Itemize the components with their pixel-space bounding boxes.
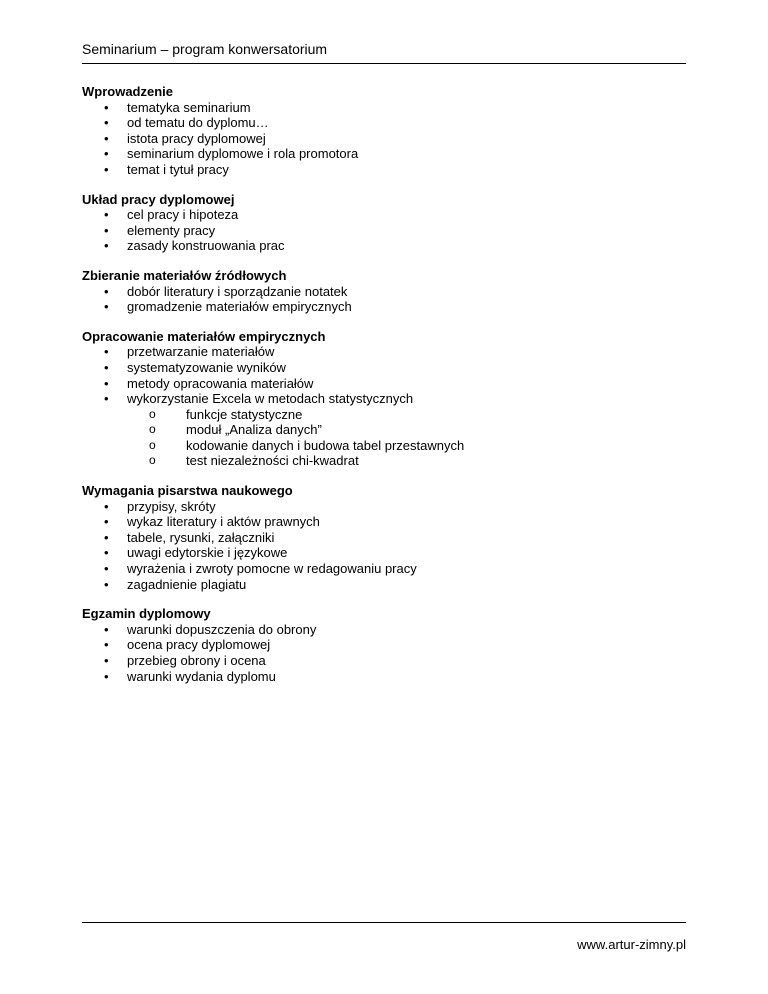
list-item: • metody opracowania materiałów	[104, 375, 314, 391]
header-title: Seminarium – program konwersatorium	[82, 41, 328, 57]
list-item: • warunki dopuszczenia do obrony	[104, 621, 317, 637]
bullet-icon: •	[104, 576, 109, 592]
list-item: • cel pracy i hipoteza	[104, 207, 239, 223]
list-item: • od tematu do dyplomu…	[104, 115, 269, 131]
list-item: • ocena pracy dyplomowej	[104, 637, 271, 653]
section-egzamin-dyplomowy	[82, 606, 686, 684]
section-title: Zbieranie materiałów źródłowych	[82, 267, 287, 283]
list-item: • przetwarzanie materiałów	[104, 344, 275, 360]
bullet-icon: •	[104, 359, 109, 375]
bullet-icon: •	[104, 299, 109, 315]
list-item: • elementy pracy	[104, 222, 216, 238]
bullet-icon: •	[104, 161, 109, 177]
list-item: • uwagi edytorskie i językowe	[104, 545, 288, 561]
bullet-icon: •	[104, 283, 109, 299]
section-title: Egzamin dyplomowy	[82, 606, 211, 622]
bullet-icon: •	[104, 637, 109, 653]
bullet-icon: •	[104, 222, 109, 238]
page-header	[82, 40, 686, 64]
footer-url: www.artur-zimny.pl	[577, 937, 686, 952]
bullet-icon: •	[104, 391, 109, 407]
list-item: • wykorzystanie Excela w metodach statystycznych o funkcje statystyczne o moduł „Analiza danych” o kodowanie danych i budowa tabel przestawnych o test niezależności chi-kwadrat	[82, 391, 686, 469]
list-item: • warunki wydania dyplomu	[104, 668, 276, 684]
bullet-icon: •	[104, 545, 109, 561]
bullet-icon: •	[104, 621, 109, 637]
section-title: Wprowadzenie	[82, 84, 174, 99]
bullet-icon: •	[104, 529, 109, 545]
bullet-icon: •	[104, 498, 109, 514]
bullet-icon: •	[104, 344, 109, 360]
circle-bullet-icon: o	[149, 422, 156, 437]
list-item: • temat i tytuł pracy	[104, 161, 229, 177]
sub-list	[127, 407, 686, 469]
list-item: • wyrażenia i zwroty pomocne w redagowaniu pracy	[104, 561, 417, 577]
sub-list-item: o moduł „Analiza danych”	[149, 422, 322, 438]
list-item: • gromadzenie materiałów empirycznych	[104, 299, 352, 315]
list-item: • przypisy, skróty	[104, 498, 216, 514]
bullet-icon: •	[104, 115, 109, 131]
bullet-list	[82, 100, 686, 178]
bullet-icon: •	[104, 653, 109, 668]
list-item: • przebieg obrony i ocena	[104, 653, 266, 668]
bullet-list	[82, 344, 686, 469]
section-uklad-pracy	[82, 192, 686, 254]
list-item: • systematyzowanie wyników	[104, 359, 286, 375]
bullet-list	[82, 207, 686, 254]
page-footer	[82, 922, 686, 952]
bullet-icon: •	[104, 238, 109, 254]
list-item: • zagadnienie plagiatu	[104, 576, 247, 592]
list-item: • zasady konstruowania prac	[104, 238, 285, 254]
section-title: Układ pracy dyplomowej	[82, 191, 235, 207]
bullet-list	[82, 499, 686, 593]
sub-list-item: o test niezależności chi-kwadrat	[149, 453, 359, 469]
bullet-icon: •	[104, 561, 109, 577]
bullet-icon: •	[104, 207, 109, 223]
list-item: • tabele, rysunki, załączniki	[104, 529, 275, 545]
bullet-icon: •	[104, 99, 109, 115]
bullet-icon: •	[104, 130, 109, 146]
list-item: • dobór literatury i sporządzanie notatek	[104, 283, 348, 299]
circle-bullet-icon: o	[149, 453, 156, 468]
section-zbieranie-materialow	[82, 268, 686, 315]
section-opracowanie-materialow	[82, 329, 686, 469]
bullet-icon: •	[104, 668, 109, 684]
list-item: • istota pracy dyplomowej	[104, 130, 266, 146]
bullet-list	[82, 622, 686, 684]
section-wymagania-pisarstwa	[82, 483, 686, 592]
list-item: • tematyka seminarium	[104, 99, 251, 115]
section-wprowadzenie	[82, 84, 686, 178]
section-title: Wymagania pisarstwa naukowego	[82, 483, 293, 499]
sub-list-item: o kodowanie danych i budowa tabel przestawnych	[149, 437, 465, 453]
sub-list-item: o funkcje statystyczne	[149, 406, 303, 422]
bullet-list	[82, 284, 686, 315]
document-body	[82, 84, 686, 698]
circle-bullet-icon: o	[149, 437, 156, 452]
section-title: Opracowanie materiałów empirycznych	[82, 328, 326, 344]
list-item: • wykaz literatury i aktów prawnych	[104, 514, 320, 530]
bullet-icon: •	[104, 514, 109, 530]
list-item: • seminarium dyplomowe i rola promotora	[104, 146, 359, 162]
bullet-icon: •	[104, 375, 109, 391]
bullet-icon: •	[104, 146, 109, 162]
circle-bullet-icon: o	[149, 406, 156, 421]
